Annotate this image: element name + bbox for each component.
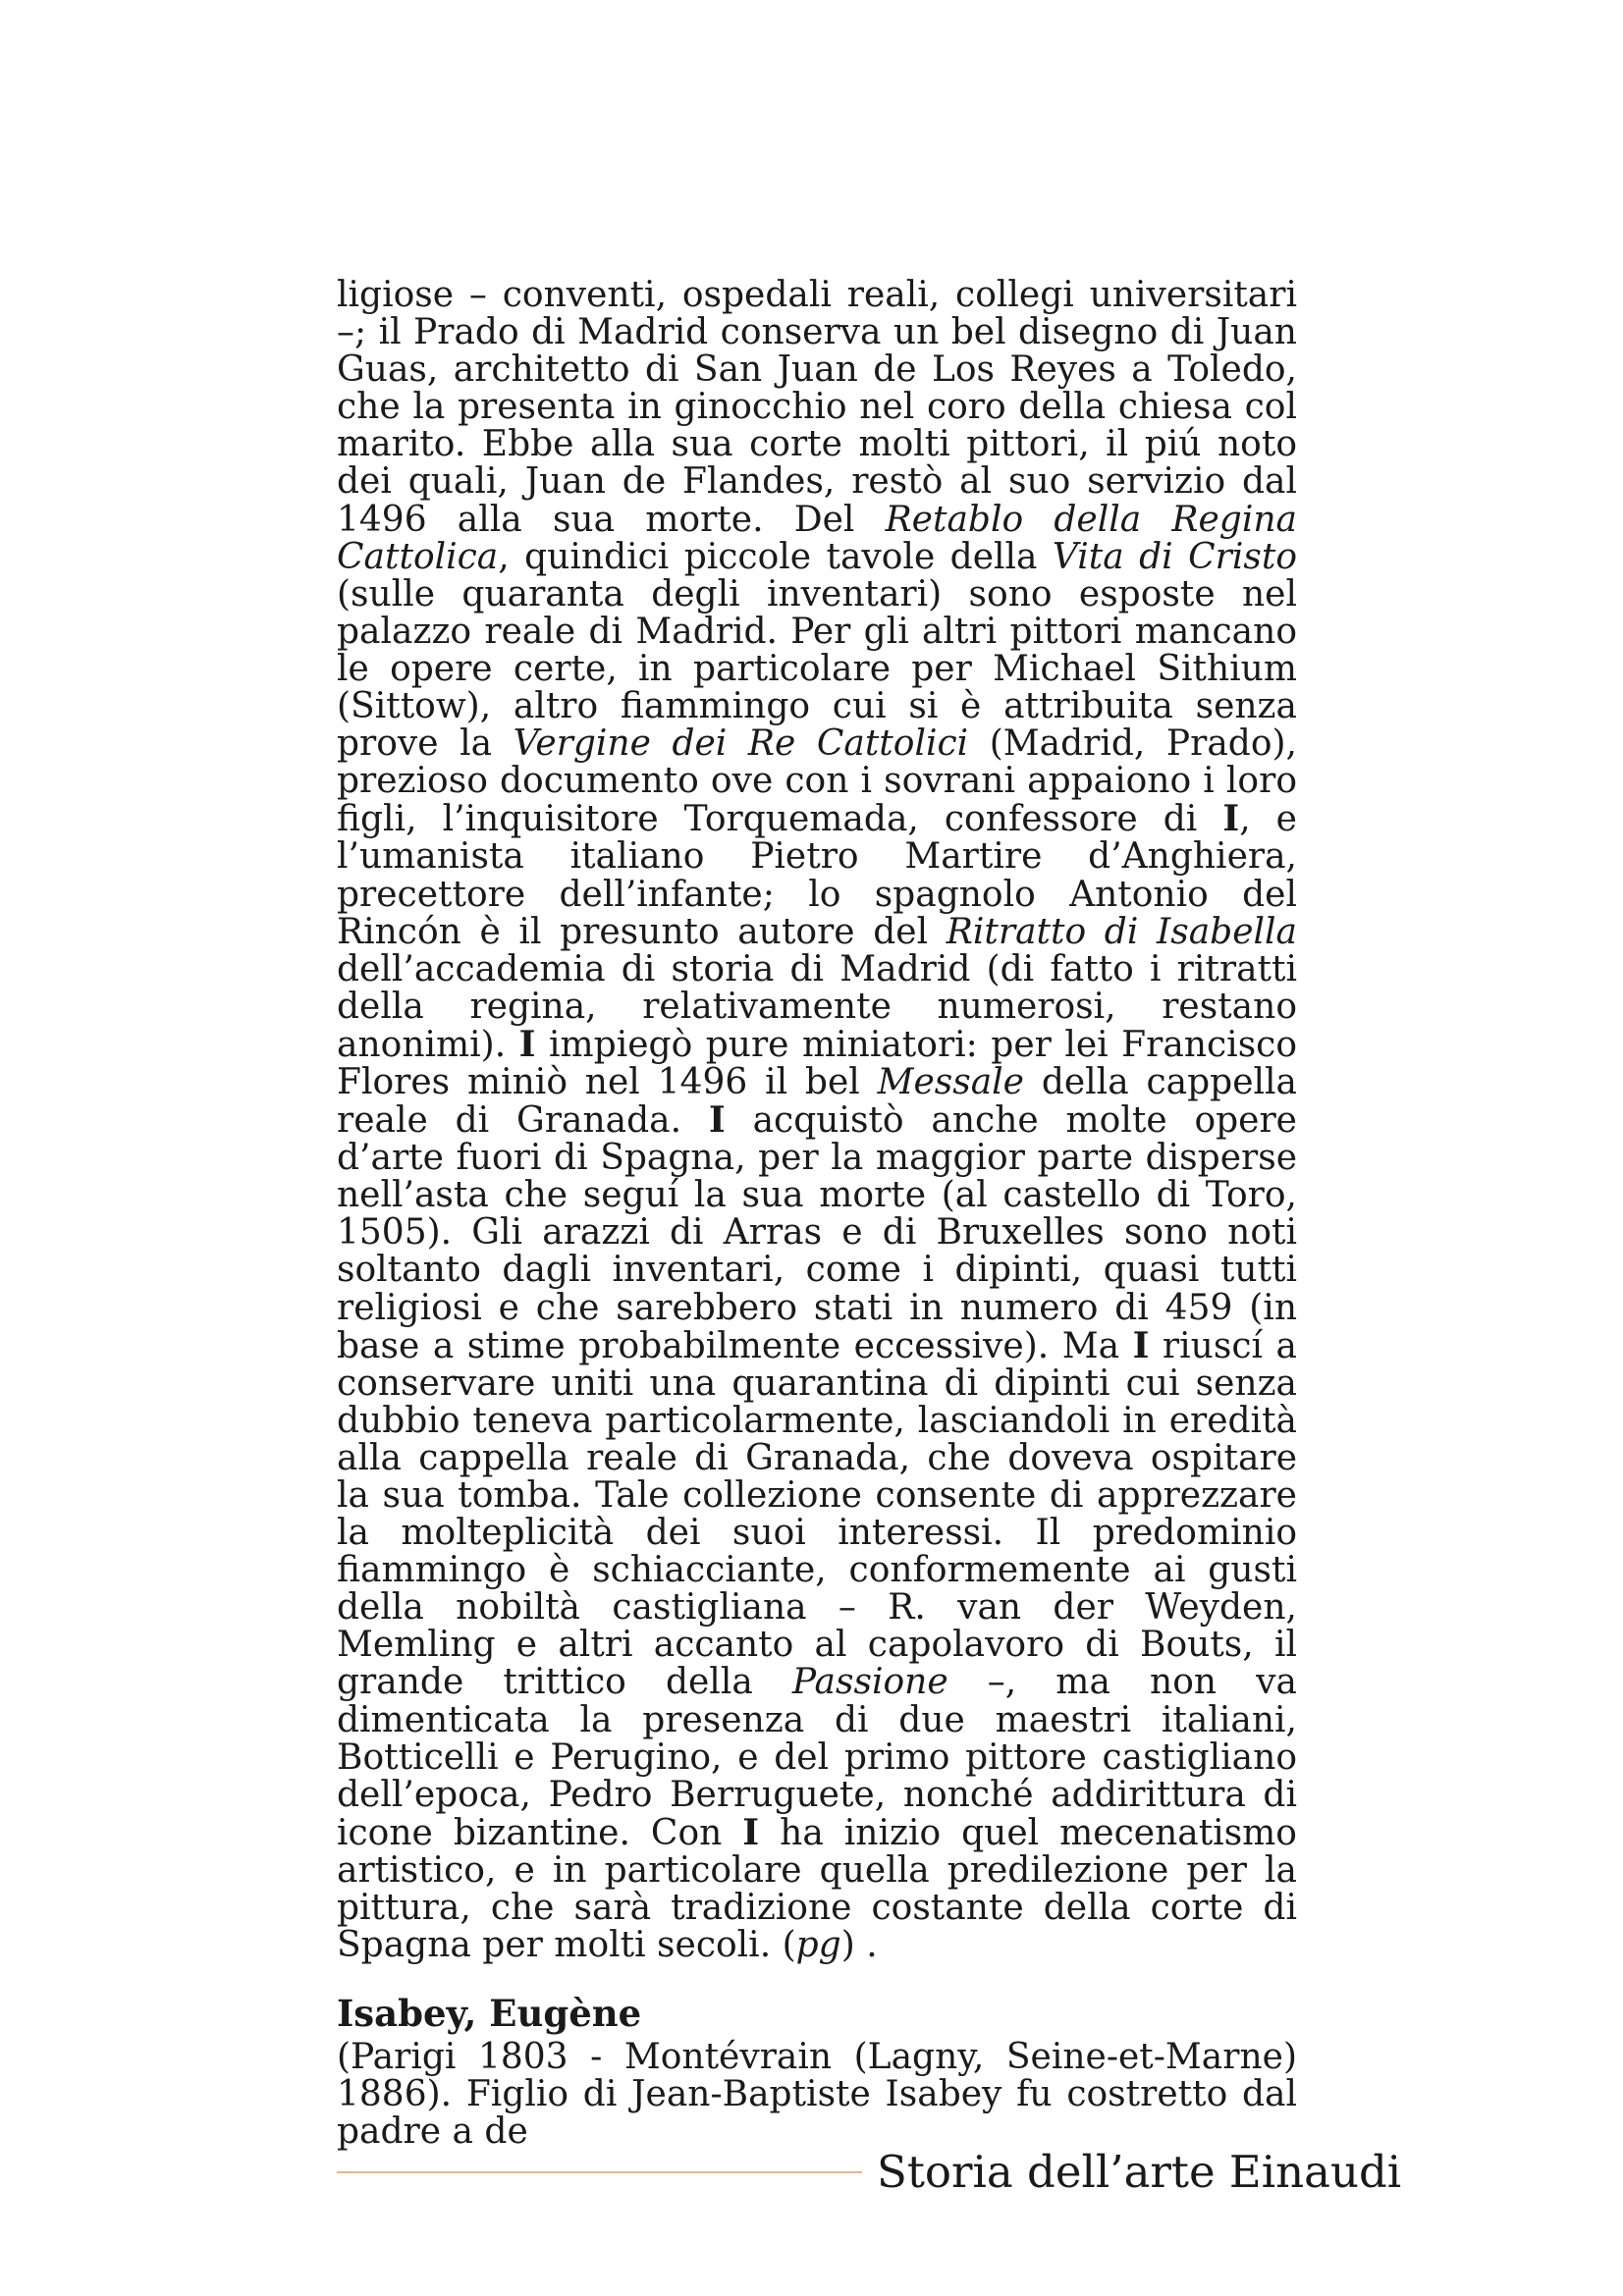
author-initials: pg: [795, 1925, 841, 1966]
text-run: (Madrid, Prado), prezioso documento ove con i sovrani appaiono i loro figli, l’inquisitore Torquemada, confessore di: [337, 723, 1297, 840]
entry-heading: Isabey, Eugène: [337, 1992, 642, 2036]
entry-body: (Parigi 1803 - Montévrain (Lagny, Seine-et-Marne) 1886). Figlio di Jean-Baptiste Isabey fu costretto dal padre a de: [337, 2037, 1297, 2153]
text-run: della cappella reale di Granada.: [337, 1061, 1297, 1142]
text-run: impiegò pure miniatori: per lei Francisco Flores miniò nel 1496 il bel: [337, 1024, 1298, 1102]
artwork-title-retablo: Retablo della Regina Cattolica: [337, 499, 1297, 577]
artwork-title-messale: Messale: [877, 1061, 1024, 1102]
artwork-title-ritratto: Ritratto di Isabella: [946, 911, 1298, 952]
text-run: ) .: [840, 1925, 878, 1966]
text-run: –, ma non va dimenticata la presenza di due maestri italiani, Botticelli e Perugino, e del primo pittore castigliano dell’epoca, Pedro Berruguete, nonché addirittura di icone bizantine. Con: [337, 1662, 1297, 1853]
artwork-title-vergine: Vergine dei Re Cattolici: [513, 723, 969, 765]
entry-abbreviation: I: [708, 1099, 726, 1142]
text-run: , quindici piccole tavole della: [498, 536, 1053, 577]
text-run: (sulle quaranta degli inventari) sono esposte nel palazzo reale di Madrid. Per gli altri pittori mancano le opere certe, in particolare per Michael Sithium (Sittow), altro fiammingo cui si è attribuita senza prove la: [337, 573, 1297, 765]
entry-abbreviation: I: [1132, 1324, 1150, 1366]
text-run: , e l’umanista italiano Pietro Martire d’Anghiera, precettore dell’infante; lo spagnolo Antonio del Rincón è il presunto autore del: [337, 799, 1297, 952]
page-body-text: [337, 277, 1297, 2152]
footer-divider: [337, 2171, 862, 2173]
footer-publication-title: Storia dell’arte Einaudi: [877, 2146, 1402, 2198]
text-run: dell’accademia di storia di Madrid (di fatto i ritratti della regina, relativamente numerosi, restano anonimi).: [337, 948, 1297, 1065]
text-run: ligiose – conventi, ospedali reali, collegi universitari –; il Prado di Madrid conserva un bel disegno di Juan Guas, architetto di San Juan de Los Reyes a Toledo, che la presenta in ginocchio nel coro della chiesa col marito. Ebbe alla sua corte molti pittori, il piú noto dei quali, Juan de Flandes, restò al suo servizio dal 1496 alla sua morte. Del: [337, 275, 1297, 540]
artwork-title-vita-di-cristo: Vita di Cristo: [1052, 536, 1297, 577]
artwork-title-passione: Passione: [791, 1662, 948, 1703]
text-run: acquistò anche molte opere d’arte fuori di Spagna, per la maggior parte disperse nell’asta che seguí la sua morte (al castello di Toro, 1505). Gli arazzi di Arras e di Bruxelles sono noti soltanto dagli inventari, come i dipinti, quasi tutti religiosi e che sarebbero stati in numero di 459 (in base a stime probabilmente eccessive). Ma: [337, 1100, 1297, 1366]
entry-abbreviation: I: [518, 1023, 536, 1065]
entry-abbreviation: I: [1222, 798, 1240, 840]
entry-abbreviation: I: [742, 1811, 760, 1853]
text-run: riuscí a conservare uniti una quarantina di dipinti cui senza dubbio teneva particolarmente, lasciandoli in eredità alla cappella reale di Granada, che doveva ospitare la sua tomba. Tale collezione consente di apprezzare la molteplicità dei suoi interessi. Il predominio fiammingo è schiacciante, conformemente ai gusti della nobiltà castigliana – R. van der Weyden, Memling e altri accanto al capolavoro di Bouts, il grande trittico della: [337, 1325, 1297, 1703]
isabella-article-paragraph: [337, 277, 1297, 1964]
text-run: ha inizio quel mecenatismo artistico, e in particolare quella predilezione per la pittura, che sarà tradizione costante della corte di Spagna per molti secoli. (: [337, 1812, 1297, 1966]
